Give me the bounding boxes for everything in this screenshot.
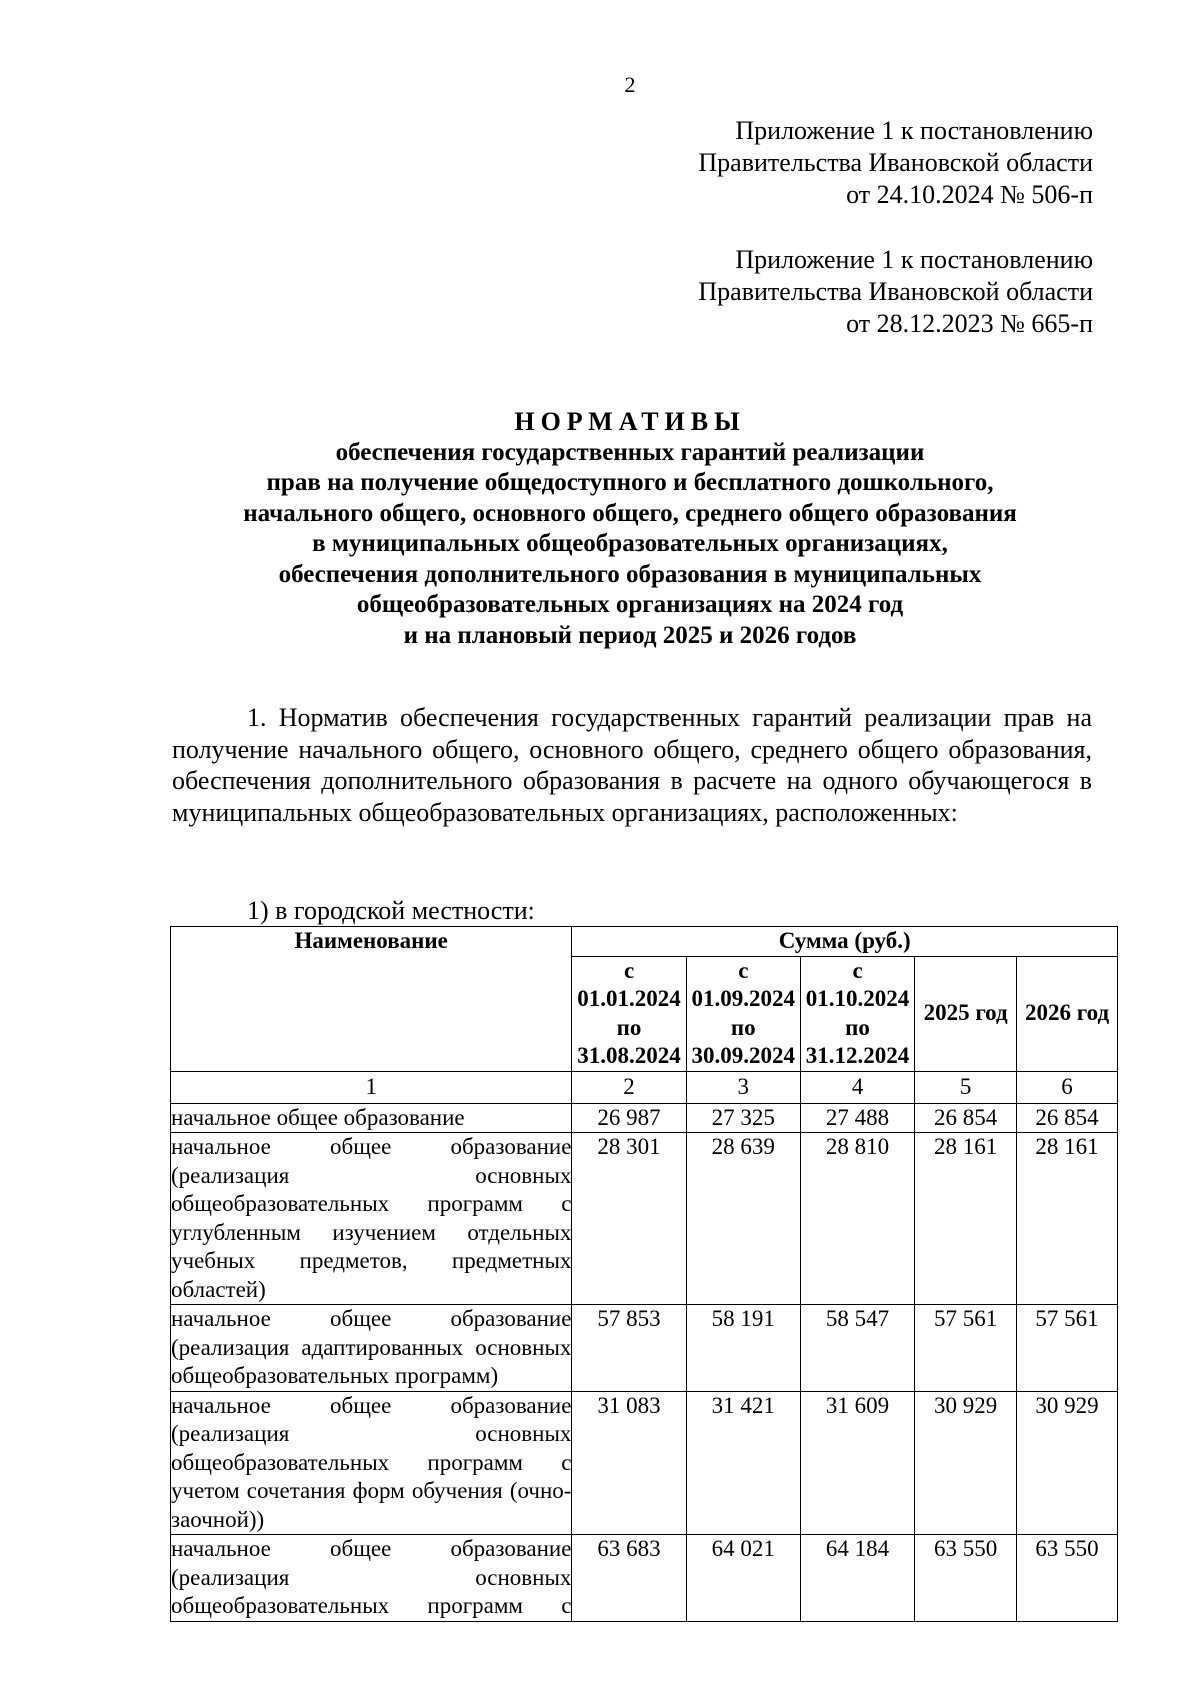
- column-number: 4: [800, 1071, 914, 1103]
- row-value: 58 191: [686, 1305, 800, 1392]
- row-value: 31 083: [572, 1391, 686, 1535]
- row-value: 28 810: [800, 1133, 914, 1305]
- period-end: по 31.08.2024: [577, 1014, 681, 1068]
- page-number: 2: [624, 72, 636, 97]
- title-line: и на плановый период 2025 и 2026 годов: [403, 621, 857, 649]
- row-name: начальное общее образование: [171, 1103, 572, 1133]
- document-title: [160, 407, 1100, 651]
- row-name: начальное общее образование (реализация основных общеобразовательных программ с углубленным изучением отдельных учебных предметов, предметных областей): [171, 1133, 572, 1305]
- column-number: 2: [572, 1071, 686, 1103]
- appendix-line: Приложение 1 к постановлению: [735, 245, 1093, 274]
- subheading-urban: 1) в городской местности:: [247, 896, 535, 925]
- appendix-line: Правительства Ивановской области: [698, 277, 1093, 306]
- row-value: 63 683: [572, 1535, 686, 1622]
- title-line: прав на получение общедоступного и бесплатного дошкольного,: [266, 469, 994, 496]
- row-value: 26 987: [572, 1103, 686, 1133]
- row-value: 63 550: [1017, 1535, 1118, 1622]
- row-value: 31 609: [800, 1391, 914, 1535]
- table-row: [171, 1133, 1118, 1305]
- row-value: 30 929: [915, 1391, 1017, 1535]
- row-value: 63 550: [915, 1535, 1017, 1622]
- appendix-line: Правительства Ивановской области: [698, 148, 1093, 177]
- appendix-note-current: [698, 115, 1093, 211]
- column-number: 5: [915, 1071, 1017, 1103]
- column-number: 3: [686, 1071, 800, 1103]
- row-value: 28 161: [915, 1133, 1017, 1305]
- header-sum: Сумма (руб.): [572, 927, 1118, 957]
- period-start: с 01.10.2024: [805, 957, 910, 1011]
- table-row: [171, 1391, 1118, 1535]
- table-row: [171, 1103, 1118, 1133]
- row-value: 57 561: [915, 1305, 1017, 1392]
- title-main: НОРМАТИВЫ: [514, 407, 746, 436]
- period-start: с 01.09.2024: [691, 957, 796, 1011]
- row-value: 57 561: [1017, 1305, 1118, 1392]
- column-number: 1: [171, 1071, 572, 1103]
- title-line: обеспечения государственных гарантий реализации: [335, 438, 925, 466]
- column-number-row: [171, 1071, 1118, 1103]
- table-row: [171, 1305, 1118, 1392]
- title-line: общеобразовательных организациях на 2024 год: [356, 591, 904, 618]
- row-value: 28 639: [686, 1133, 800, 1305]
- header-year: 2026 год: [1017, 956, 1118, 1071]
- row-value: 27 488: [800, 1103, 914, 1133]
- row-value: 64 184: [800, 1535, 914, 1622]
- appendix-line: от 24.10.2024 № 506-п: [846, 180, 1093, 209]
- period-end: по 31.12.2024: [805, 1014, 910, 1068]
- row-value: 28 301: [572, 1133, 686, 1305]
- row-value: 30 929: [1017, 1391, 1118, 1535]
- row-value: 28 161: [1017, 1133, 1118, 1305]
- table-row: [171, 1535, 1118, 1622]
- row-value: 26 854: [915, 1103, 1017, 1133]
- period-start: с 01.01.2024: [577, 957, 681, 1011]
- header-period: [572, 956, 686, 1071]
- row-value: 58 547: [800, 1305, 914, 1392]
- header-period: [800, 956, 914, 1071]
- title-line: в муниципальных общеобразовательных организациях,: [312, 530, 948, 557]
- norms-table: [170, 926, 1118, 1622]
- row-name: начальное общее образование (реализация основных общеобразовательных программ с учетом сочетания форм обучения (очно-заочной)): [171, 1391, 572, 1535]
- header-period: [686, 956, 800, 1071]
- header-name: Наименование: [171, 927, 572, 1072]
- row-value: 27 325: [686, 1103, 800, 1133]
- column-number: 6: [1017, 1071, 1118, 1103]
- row-name: начальное общее образование (реализация адаптированных основных общеобразовательных программ): [171, 1305, 572, 1392]
- paragraph-1: 1. Норматив обеспечения государственных гарантий реализации прав на получение начального общего, основного общего, среднего общего образования, обеспечения дополнительного образования в расчете на одного обучающегося в муниципальных общеобразовательных организациях, расположенных:: [172, 703, 1092, 827]
- appendix-note-original: [698, 244, 1093, 340]
- header-year: 2025 год: [915, 956, 1017, 1071]
- period-end: по 30.09.2024: [691, 1014, 796, 1068]
- row-name: начальное общее образование (реализация основных общеобразовательных программ с: [171, 1535, 572, 1622]
- table-header-row: [171, 927, 1118, 957]
- title-line: обеспечения дополнительного образования в муниципальных: [278, 560, 982, 588]
- title-line: начального общего, основного общего, среднего общего образования: [243, 499, 1017, 527]
- appendix-line: Приложение 1 к постановлению: [735, 116, 1093, 145]
- row-value: 57 853: [572, 1305, 686, 1392]
- row-value: 64 021: [686, 1535, 800, 1622]
- appendix-line: от 28.12.2023 № 665-п: [846, 309, 1093, 338]
- row-value: 31 421: [686, 1391, 800, 1535]
- row-value: 26 854: [1017, 1103, 1118, 1133]
